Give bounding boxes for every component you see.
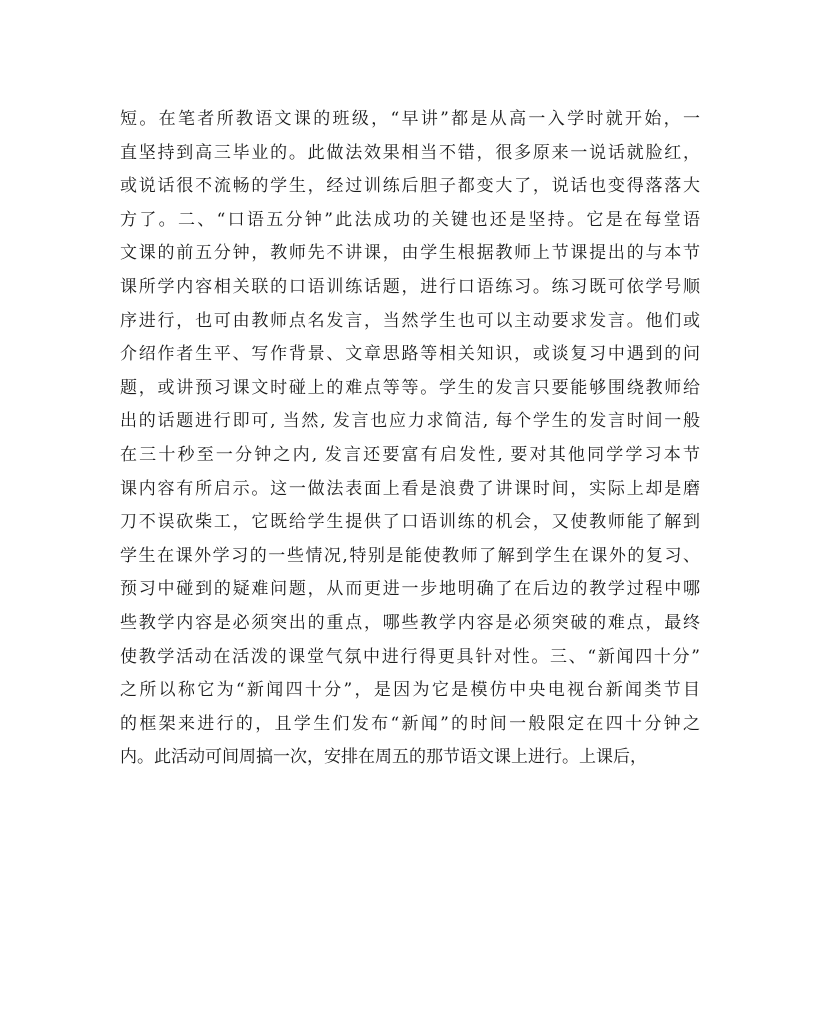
text-line: 刀不误砍柴工，它既给学生提供了口语训练的机会，又使教师能了解到 [120, 512, 700, 533]
text-line: 学生在课外学习的一些情况,特别是能使教师了解到学生在课外的复习、 [120, 545, 700, 566]
text-line: 文课的前五分钟，教师先不讲课，由学生根据教师上节课提出的与本节 [120, 243, 700, 264]
text-line: 或说话很不流畅的学生，经过训练后胆子都变大了，说话也变得落落大 [120, 176, 700, 197]
text-line: 之所以称它为“新闻四十分”，是因为它是模仿中央电视台新闻类节目 [120, 680, 700, 701]
text-line: 预习中碰到的疑难问题，从而更进一步地明确了在后边的教学过程中哪 [120, 579, 700, 600]
text-line: 直坚持到高三毕业的。此做法效果相当不错，很多原来一说话就脸红， [120, 142, 700, 163]
text-line: 在三十秒至一分钟之内, 发言还要富有启发性, 要对其他同学学习本节 [120, 444, 700, 465]
text-line: 使教学活动在活泼的课堂气氛中进行得更具针对性。三、“新闻四十分” [120, 646, 700, 667]
text-line: 课所学内容相关联的口语训练话题，进行口语练习。练习既可依学号顺 [120, 276, 700, 297]
text-line: 序进行，也可由教师点名发言，当然学生也可以主动要求发言。他们或 [120, 310, 700, 331]
text-line: 介绍作者生平、写作背景、文章思路等相关知识，或谈复习中遇到的问 [120, 344, 700, 365]
text-line: 短。在笔者所教语文课的班级，“早讲”都是从高一入学时就开始，一 [120, 109, 700, 129]
text-line: 些教学内容是必须突出的重点，哪些教学内容是必须突破的难点，最终 [120, 612, 700, 633]
body-text [120, 103, 700, 775]
text-line: 出的话题进行即可, 当然, 发言也应力求简洁, 每个学生的发言时间一般 [120, 411, 700, 432]
text-line: 课内容有所启示。这一做法表面上看是浪费了讲课时间，实际上却是磨 [120, 478, 700, 499]
text-line: 题，或讲预习课文时碰上的难点等等。学生的发言只要能够围绕教师给 [120, 377, 700, 398]
text-line: 方了。二、“口语五分钟”此法成功的关键也还是坚持。它是在每堂语 [120, 209, 700, 230]
text-line: 的框架来进行的，且学生们发布“新闻”的时间一般限定在四十分钟之 [120, 713, 700, 734]
text-line: 内。此活动可间周搞一次，安排在周五的那节语文课上进行。上课后， [120, 747, 647, 768]
